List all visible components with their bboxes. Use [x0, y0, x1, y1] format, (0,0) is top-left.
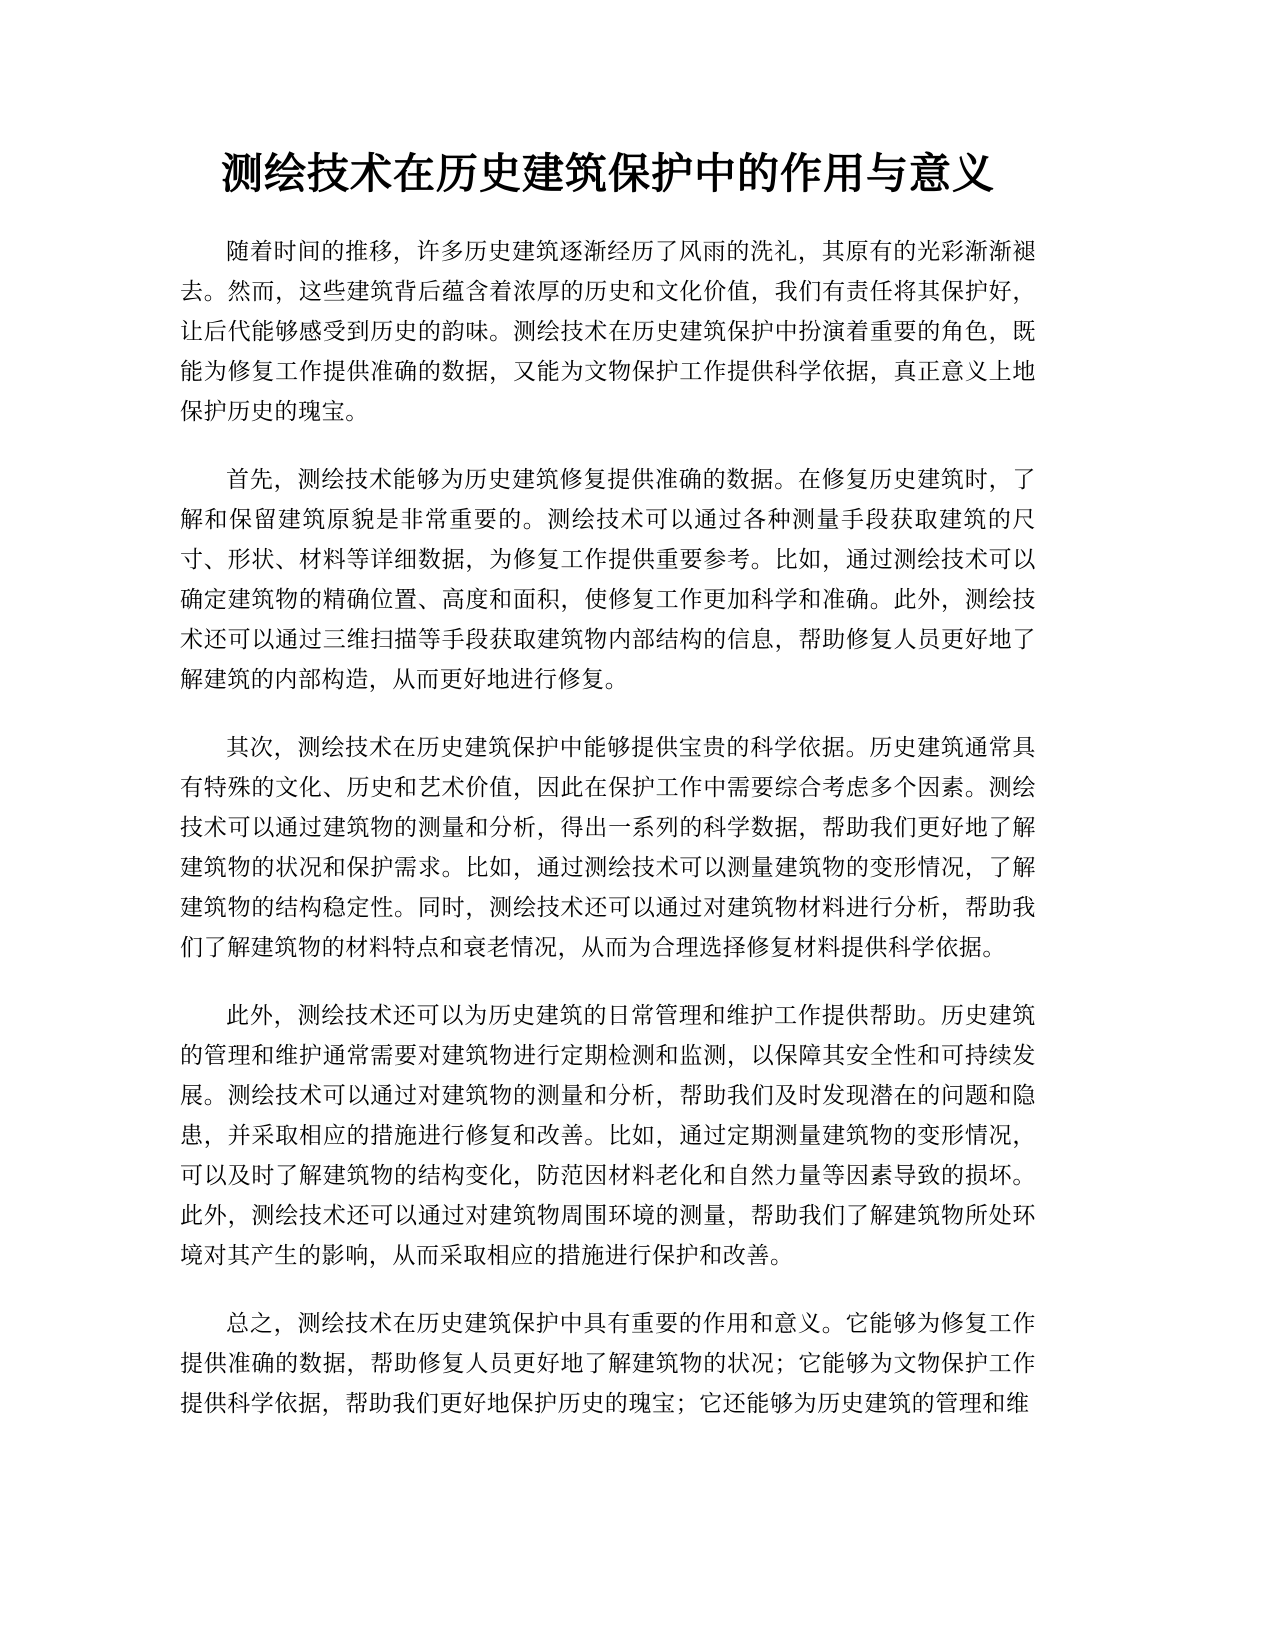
paragraph-second-point: 其次，测绘技术在历史建筑保护中能够提供宝贵的科学依据。历史建筑通常具有特殊的文化、历史和艺术价值，因此在保护工作中需要综合考虑多个因素。测绘技术可以通过建筑物的测量和分析，得出一系列的科学数据，帮助我们更好地了解建筑物的状况和保护需求。比如，通过测绘技术可以测量建筑物的变形情况，了解建筑物的结构稳定性。同时，测绘技术还可以通过对建筑物材料进行分析，帮助我们了解建筑物的材料特点和衰老情况，从而为合理选择修复材料提供科学依据。 [180, 735, 1036, 961]
paragraph-first-point: 首先，测绘技术能够为历史建筑修复提供准确的数据。在修复历史建筑时，了解和保留建筑原貌是非常重要的。测绘技术可以通过各种测量手段获取建筑的尺寸、形状、材料等详细数据，为修复工作提供重要参考。比如，通过测绘技术可以确定建筑物的精确位置、高度和面积，使修复工作更加科学和准确。此外，测绘技术还可以通过三维扫描等手段获取建筑物内部结构的信息，帮助修复人员更好地了解建筑的内部构造，从而更好地进行修复。 [180, 467, 1036, 693]
paragraph-third-point: 此外，测绘技术还可以为历史建筑的日常管理和维护工作提供帮助。历史建筑的管理和维护通常需要对建筑物进行定期检测和监测，以保障其安全性和可持续发展。测绘技术可以通过对建筑物的测量和分析，帮助我们及时发现潜在的问题和隐患，并采取相应的措施进行修复和改善。比如，通过定期测量建筑物的变形情况，可以及时了解建筑物的结构变化，防范因材料老化和自然力量等因素导致的损坏。此外，测绘技术还可以通过对建筑物周围环境的测量，帮助我们了解建筑物所处环境对其产生的影响，从而采取相应的措施进行保护和改善。 [180, 1003, 1036, 1269]
document-page [180, 146, 1036, 1452]
document-title: 测绘技术在历史建筑保护中的作用与意义 [220, 149, 995, 198]
paragraph-intro: 随着时间的推移，许多历史建筑逐渐经历了风雨的洗礼，其原有的光彩渐渐褪去。然而，这些建筑背后蕴含着浓厚的历史和文化价值，我们有责任将其保护好，让后代能够感受到历史的韵味。测绘技术在历史建筑保护中扮演着重要的角色，既能为修复工作提供准确的数据，又能为文物保护工作提供科学依据，真正意义上地保护历史的瑰宝。 [180, 239, 1036, 425]
paragraph-conclusion: 总之，测绘技术在历史建筑保护中具有重要的作用和意义。它能够为修复工作提供准确的数据，帮助修复人员更好地了解建筑物的状况；它能够为文物保护工作提供科学依据，帮助我们更好地保护历史的瑰宝；它还能够为历史建筑的管理和维 [180, 1311, 1036, 1417]
document-body [180, 232, 1036, 1424]
